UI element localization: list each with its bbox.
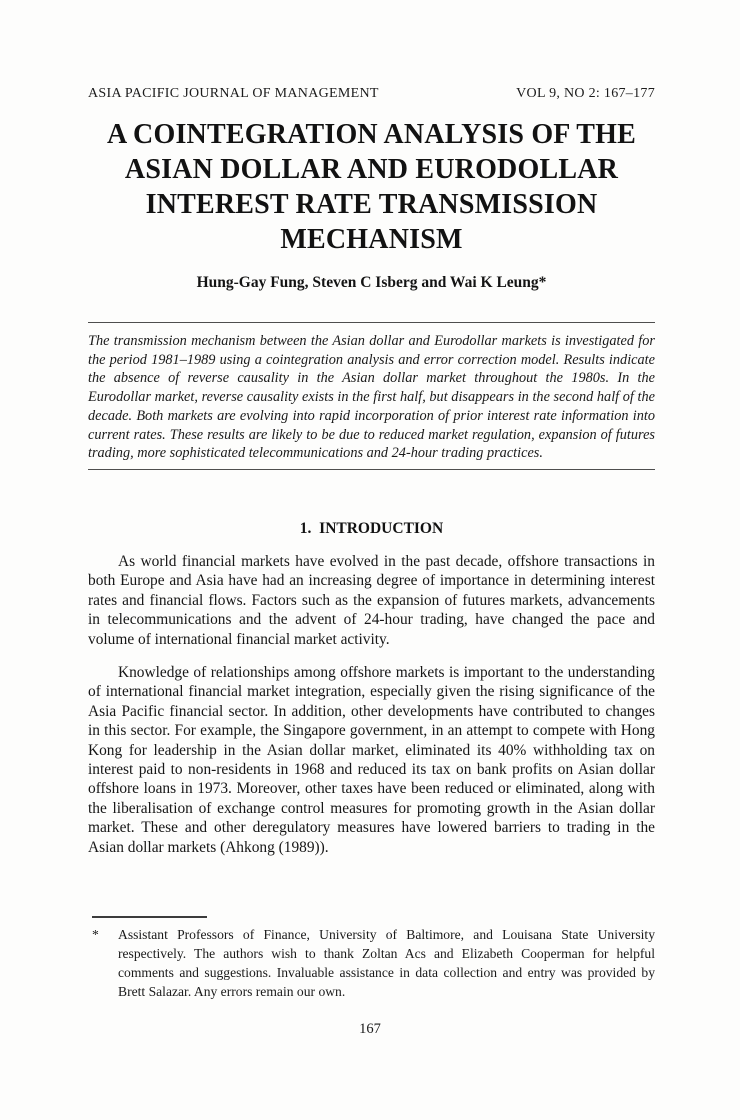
- volume-info: VOL 9, NO 2: 167–177: [516, 86, 655, 101]
- abstract-text: The transmission mechanism between the Asian dollar and Eurodollar markets is investigated for the period 1981–1989 using a cointegration analysis and error correction model. Results indicate the absence of reverse causality in the Asian dollar market throughout the 1980s. In the Eurodollar market, reverse causality exists in the first half, but disappears in the second half of the decade. Both markets are evolving into rapid incorporation of prior interest rate information into current rates. These results are likely to be due to reduced market regulation, expansion of futures trading, more sophisticated telecommunications and 24-hour trading practices.: [88, 333, 655, 462]
- article-title: [88, 117, 655, 257]
- footnote: [88, 925, 655, 1001]
- footnote-marker: *: [92, 927, 99, 942]
- abstract-bottom-rule: [88, 469, 655, 470]
- intro-paragraph-1: As world financial markets have evolved in the past decade, offshore transactions in both Europe and Asia have had an increasing degree of importance in determining interest rates and financial flows. Factors such as the expansion of futures markets, advancements in telecommunications and the advent of 24-hour trading, have changed the pace and volume of international financial market activity.: [88, 552, 655, 648]
- journal-name: ASIA PACIFIC JOURNAL OF MANAGEMENT: [88, 86, 379, 101]
- title-line-2: ASIAN DOLLAR AND EURODOLLAR: [124, 154, 619, 185]
- abstract-top-rule: [88, 322, 655, 323]
- footnote-text: Assistant Professors of Finance, University of Baltimore, and Louisana State University respectively. The authors wish to thank Zoltan Acs and Elizabeth Cooperman for helpful comments and suggestions. Invaluable assistance in data collection and entry was provided by Brett Salazar. Any errors remain our own.: [118, 927, 655, 999]
- title-line-4: MECHANISM: [280, 224, 463, 255]
- journal-header: [88, 86, 655, 102]
- title-line-1: A COINTEGRATION ANALYSIS OF THE: [106, 119, 636, 150]
- authors-line: Hung-Gay Fung, Steven C Isberg and Wai K Leung*: [196, 274, 547, 291]
- footnote-area: [88, 916, 655, 1001]
- section-heading-introduction: 1. INTRODUCTION: [299, 519, 444, 537]
- title-line-3: INTEREST RATE TRANSMISSION: [145, 189, 598, 220]
- page-number: 167: [359, 1021, 381, 1037]
- footnote-separator-rule: [92, 916, 207, 918]
- intro-paragraph-2: Knowledge of relationships among offshore markets is important to the understanding of international financial market integration, especially given the rising significance of the Asia Pacific financial sector. In addition, other developments have contributed to changes in this sector. For example, the Singapore government, in an attempt to compete with Hong Kong for leadership in the Asian dollar market, eliminated its 40% withholding tax on interest paid to non-residents in 1968 and reduced its tax on bank profits on Asian dollar offshore loans in 1973. Moreover, other taxes have been reduced or eliminated, along with the liberalisation of exchange control measures for promoting growth in the Asian dollar market. These and other deregulatory measures have lowered barriers to trading in the Asian dollar markets (Ahkong (1989)).: [88, 663, 655, 856]
- page-content: [88, 0, 655, 857]
